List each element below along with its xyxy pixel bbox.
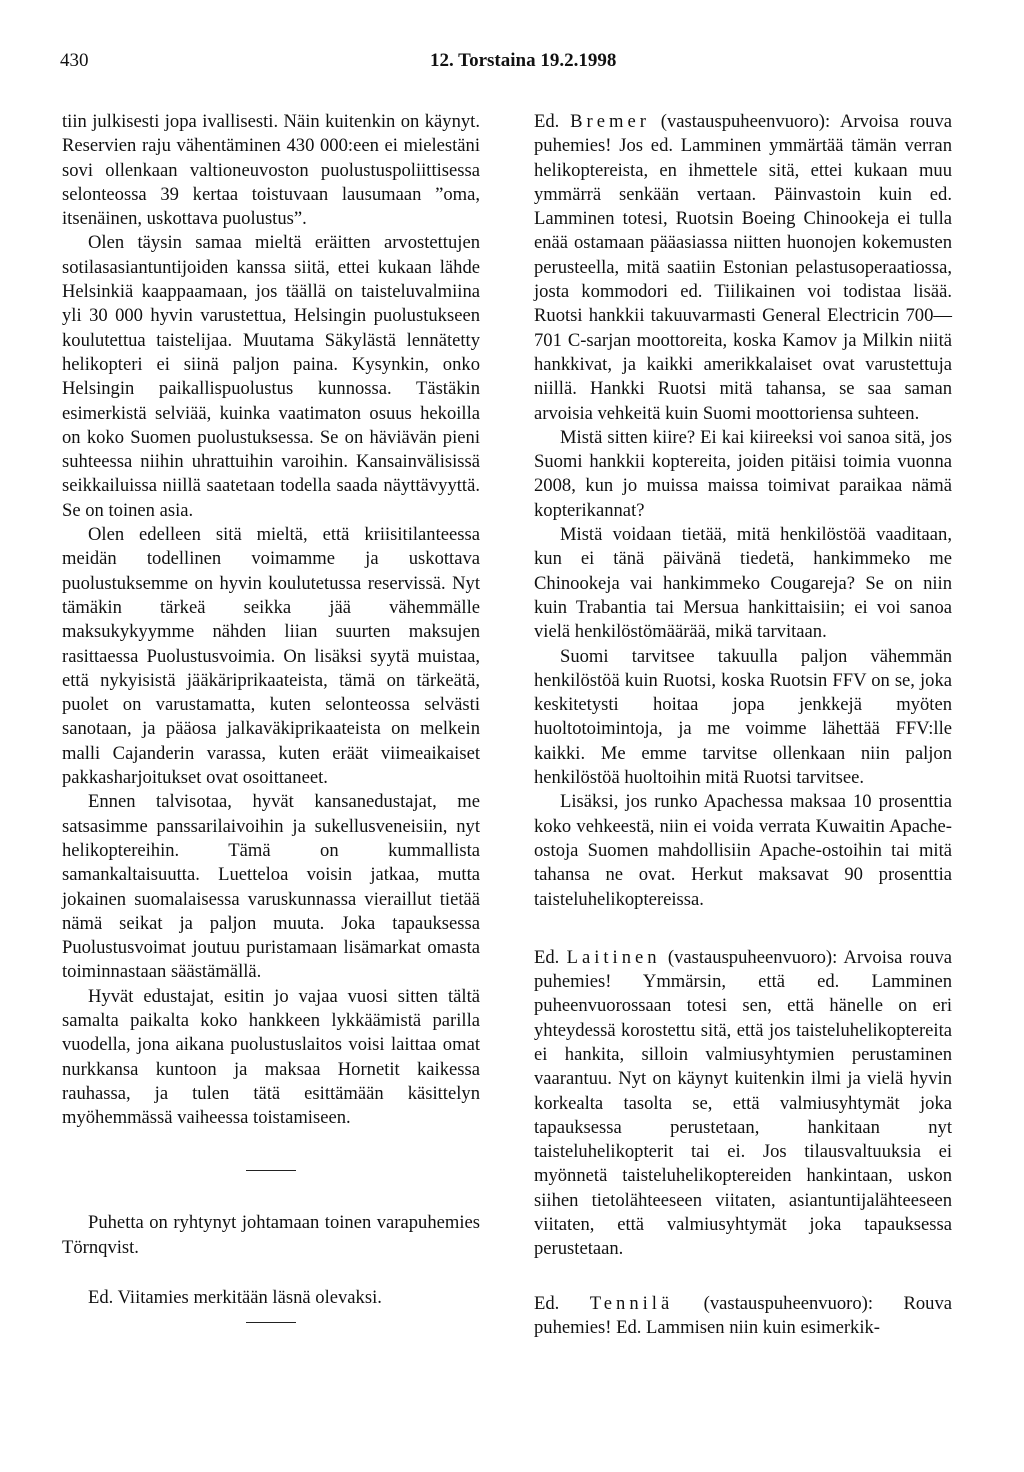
left-column [62,110,480,1323]
speaker-prefix: Ed. [534,946,567,968]
right-column [534,110,952,1340]
section-divider [246,1322,296,1323]
speech-laitinen [534,946,952,1262]
page-number: 430 [60,50,89,71]
paragraph: Ennen talvisotaa, hyvät kansanedustajat, me satsasimme panssarilaivoihin ja sukellusveneisiin, nyt helikoptereihin. Tämä on kummallista samankaltaisuutta. Luetteloa voisin jatkaa, mutta jokainen suomalaisessa varuskunnassa vieraillut tietää nämä seikat ja paljon muuta. Joka tapauksessa Puolustusvoimat joutuu puristamaan lisämarkat omasta toiminnastaan säästämällä. [62,791,480,983]
paragraph: Mistä voidaan tietää, mitä henkilöstöä vaaditaan, kun ei tänä päivänä tiedetä, hankimmeko me Chinookeja vai hankimmeko Cougareja? Se on niin kuin Trabantia tai Mersua hankittaisiin; ei voi sanoa vielä henkilöstömäärää, mikä tarvitaan. [534,524,952,643]
speech-text: (vastauspuheenvuoro): Arvoisa rouva puhemies! Jos ed. Lamminen ymmärtää tämän verran helikoptereista, en ihmettele sitä, ettei kukaan muu ymmärrä senkään vertaan. Päinvastoin kuin ed. Lamminen totesi, Ruotsin Boeing Chinookeja ei tulla enää ostamaan pääasiassa niitten huonojen kokemusten perusteella, mitä saatiin Estonian pelastusoperaatiossa, josta kommodori ed. Tiilikainen voi todistaa lisää. Ruotsi hankkii takuuvarmasti General Electricin 700—701 C-sarjan moottoreita, koska Kamov ja Milkin niitä hankkivat, ja kaikki amerikkalaiset ovat varustettuja niillä. Hankki Ruotsi mitä tahansa, se saa saman arvoisia vehkeitä kuin Suomi moottoriensa suhteen. [534,111,953,424]
paragraph: Olen täysin samaa mieltä eräitten arvostettujen sotilasasiantuntijoiden kanssa siitä, ettei kukaan lähde Helsinkiä kaappaamaan, jos täällä on taisteluvalmiina yli 30 000 hyvin varustettua, Helsingin puolustukseen koulutettua taistelijaa. Muutama Säkylästä lennätetty helikopteri ei siinä paljon paina. Kysynkin, onko Helsingin paikallispuolustus kunnossa. Tästäkin esimerkistä selviää, kuinka vaatimaton osuus hekoilla on koko Suomen puolustuksessa. Se on häviävän pieni suhteessa niihin uhrattuihin varoihin. Kansainvälisissä seikkailuissa niillä saatetaan todella saada näyttävyyttä. Se on toinen asia. [62,232,480,521]
speaker-prefix: Ed. [534,1292,590,1314]
paragraph: Mistä sitten kiire? Ei kai kiireeksi voi sanoa sitä, jos Suomi hankkii koptereita, joiden pitäisi toimia vuonna 2008, kun jo muissa maissa toimivat paraikaa nämä kopterikannat? [534,426,952,521]
page-header [60,50,960,78]
paragraph: Hyvät edustajat, esitin jo vajaa vuosi sitten tältä samalta paikalta koko hankkeen lykkäämistä parilla vuodella, jona aikana puolustuslaitos voisi laittaa omat nurkkansa kuntoon ja maksaa Hornetit kaikessa rauhassa, ja tulen tätä esittämään käsittelyn myöhemmässä vaiheessa toistamiseen. [62,985,480,1129]
chair-note: Puhetta on ryhtynyt johtamaan toinen varapuhemies Törnqvist. [62,1212,480,1258]
speech-text: (vastauspuheenvuoro): Arvoisa rouva puhemies! Ymmärsin, että ed. Lamminen puheenvuorossaan totesi sen, että hänelle on eri yhteydessä korostettu sitä, että jos taisteluhelikoptereita ei hankita, silloin valmiusyhtymien perustaminen vaarantuu. Nyt on käynyt kuitenkin ilmi ja vielä hyvin korkealta tasolta se, että valmiusyhtymät joka tapauksessa perustetaan, hankitaan nyt taisteluhelikopterit tai ei. Jos tilausvaltuuksia ei myönnetä taisteluhelikoptereiden hankintaan, uskon siihen tietolähteeseen viitaten, asiantuntijalähteeseen viitaten, että valmiusyhtymät joka tapauksessa perustetaan. [534,946,953,1260]
speech-text: (vastauspuheenvuoro): Rouva puhemies! Ed. Lammisen niin kuin esimerkik- [534,1292,952,1338]
paragraph: Suomi tarvitsee takuulla paljon vähemmän henkilöstöä kuin Ruotsi, koska Ruotsin FFV on se, joka keskitetysti hoitaa jopa jenkkejä myöten huoltotoimintoja, ja me voimme lähettää FFV:lle kaikki. Me emme tarvitse ollenkaan niin paljon henkilöstöä huoltoihin mitä Ruotsi tarvitsee. [534,645,952,789]
session-title: 12. Torstaina 19.2.1998 [430,50,617,71]
speaker-name: Tennilä [589,1292,674,1314]
attendance-note: Ed. Viitamies merkitään läsnä olevaksi. [88,1287,382,1309]
paragraph: Olen edelleen sitä mieltä, että kriisitilanteessa meidän todellinen voimamme ja uskottava puolustuksemme on hyvin koulutetussa reservissä. Nyt tämäkin tärkeä seikka jää vähemmälle maksukykyymme nähden liian suurten maksujen rasittaessa Puolustusvoimia. On lisäksi syytä muistaa, että nykyisistä jääkäriprikaateista, tämä on tärkeätä, puolet on varustamatta, kuten selonteossa selvästi sanotaan, ja pääosa jalkaväkiprikaateista on melkein malli Cajanderin varassa, kuten eräät viimeaikaiset pakkasharjoitukset ovat osoittaneet. [62,524,480,789]
paragraph: tiin julkisesti jopa ivallisesti. Näin kuitenkin on käynyt. Reservien raju vähentäminen 430 000:een ei mielestäni sovi ollenkaan valtioneuvoston puolustuspoliittisessa selonteossa 39 kertaa toistuvaan lausumaan ”oma, itsenäinen, uskottava puolustus”. [62,111,480,230]
speech-tennila [534,1292,952,1341]
speech-bremer [534,110,952,426]
speaker-prefix: Ed. [534,111,571,132]
speaker-name: Bremer [570,111,650,132]
paragraph: Lisäksi, jos runko Apachessa maksaa 10 prosenttia koko vehkeestä, niin ei voida verrata Kuwaitin Apache-ostoja Suomen mahdollisiin Apache-ostoihin tai mitä tahansa ne ovat. Herkut maksavat 90 prosenttia taisteluhelikoptereissa. [534,791,952,910]
speaker-name: Laitinen [566,946,661,968]
